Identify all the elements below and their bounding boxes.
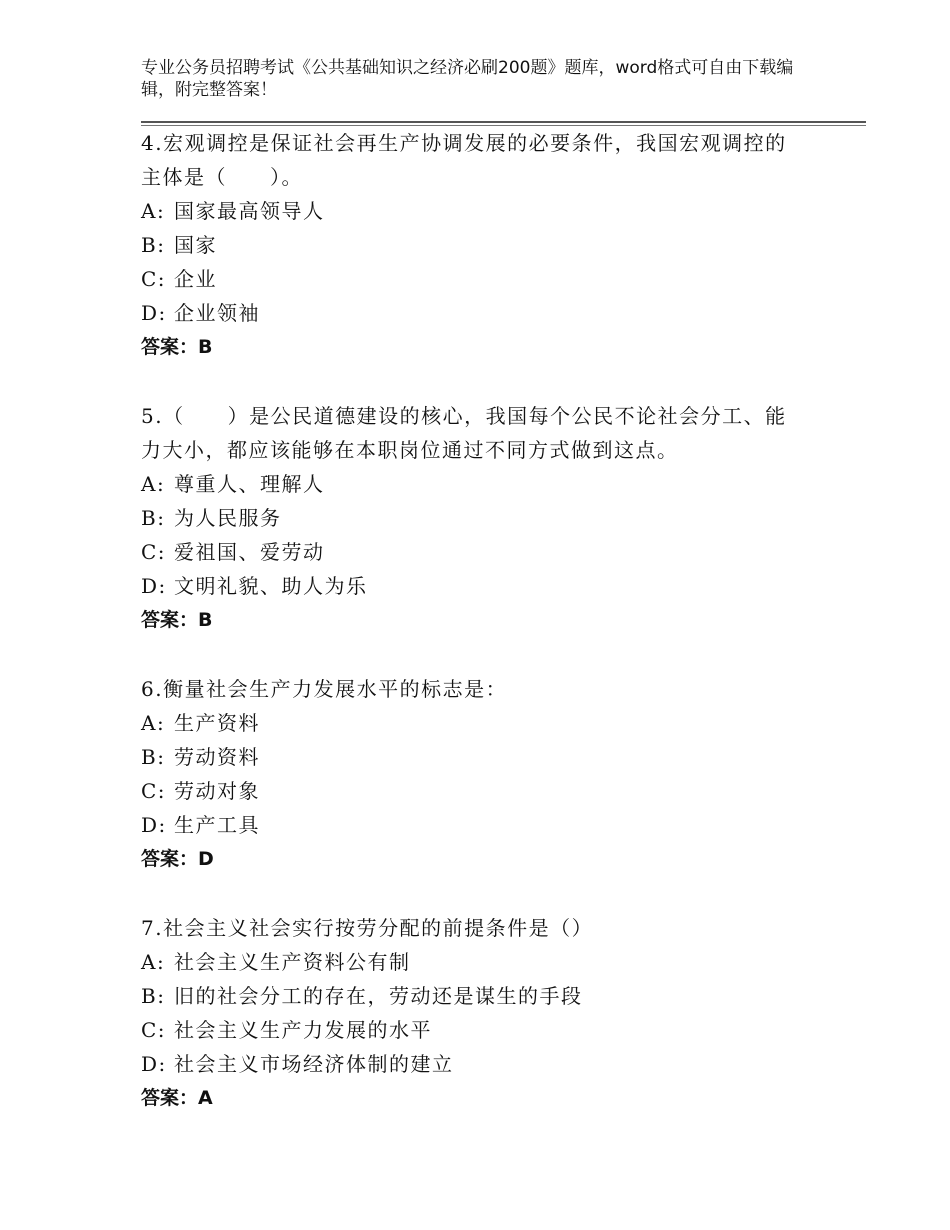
option-letter: A: <box>141 199 166 223</box>
question-stem: 4.宏观调控是保证社会再生产协调发展的必要条件，我国宏观调控的主体是（ ）。 <box>141 131 787 189</box>
option-a <box>141 945 801 979</box>
option-a <box>141 194 801 228</box>
question-4 <box>141 126 801 364</box>
question-7 <box>141 911 801 1115</box>
option-letter: D: <box>141 1052 167 1076</box>
option-letter: D: <box>141 301 167 325</box>
option-letter: B: <box>141 745 166 769</box>
option-text: 社会主义生产力发展的水平 <box>174 1018 432 1042</box>
option-text: 劳动对象 <box>174 779 260 803</box>
option-text: 社会主义市场经济体制的建立 <box>174 1052 454 1076</box>
option-letter: A: <box>141 472 166 496</box>
option-text: 文明礼貌、助人为乐 <box>174 574 368 598</box>
question-6 <box>141 672 801 876</box>
option-letter: C: <box>141 267 167 291</box>
question-stem: 5.（ ）是公民道德建设的核心，我国每个公民不论社会分工、能力大小，都应该能够在本职岗位通过不同方式做到这点。 <box>141 404 787 462</box>
header-divider <box>141 121 866 123</box>
option-a <box>141 706 801 740</box>
option-c <box>141 1013 801 1047</box>
option-text: 旧的社会分工的存在，劳动还是谋生的手段 <box>174 984 583 1008</box>
option-letter: D: <box>141 813 167 837</box>
option-d <box>141 296 801 330</box>
option-letter: A: <box>141 711 166 735</box>
option-letter: C: <box>141 779 167 803</box>
option-d <box>141 808 801 842</box>
option-text: 国家 <box>174 233 217 257</box>
option-a <box>141 467 801 501</box>
answer-label: 答案：A <box>141 1087 213 1109</box>
option-text: 企业领袖 <box>174 301 260 325</box>
option-text: 爱祖国、爱劳动 <box>174 540 325 564</box>
option-text: 劳动资料 <box>174 745 260 769</box>
option-letter: B: <box>141 233 166 257</box>
answer-label: 答案：B <box>141 336 213 358</box>
option-b <box>141 979 801 1013</box>
option-letter: C: <box>141 1018 167 1042</box>
option-letter: C: <box>141 540 167 564</box>
option-b <box>141 740 801 774</box>
option-text: 社会主义生产资料公有制 <box>174 950 411 974</box>
option-letter: B: <box>141 984 166 1008</box>
answer-label: 答案：B <box>141 609 213 631</box>
option-text: 生产资料 <box>174 711 260 735</box>
option-text: 尊重人、理解人 <box>174 472 325 496</box>
option-c <box>141 774 801 808</box>
option-b <box>141 228 801 262</box>
option-d <box>141 1047 801 1081</box>
option-text: 企业 <box>174 267 217 291</box>
option-text: 国家最高领导人 <box>174 199 325 223</box>
option-d <box>141 569 801 603</box>
option-b <box>141 501 801 535</box>
option-text: 为人民服务 <box>174 506 282 530</box>
question-5 <box>141 399 801 637</box>
option-letter: D: <box>141 574 167 598</box>
option-c <box>141 535 801 569</box>
option-text: 生产工具 <box>174 813 260 837</box>
answer-label: 答案：D <box>141 848 214 870</box>
option-letter: A: <box>141 950 166 974</box>
option-c <box>141 262 801 296</box>
document-header: 专业公务员招聘考试《公共基础知识之经济必刷200题》题库，word格式可自由下载编辑，附完整答案！ <box>141 58 794 100</box>
question-stem: 7.社会主义社会实行按劳分配的前提条件是（） <box>141 916 594 940</box>
question-stem: 6.衡量社会生产力发展水平的标志是： <box>141 677 508 701</box>
option-letter: B: <box>141 506 166 530</box>
